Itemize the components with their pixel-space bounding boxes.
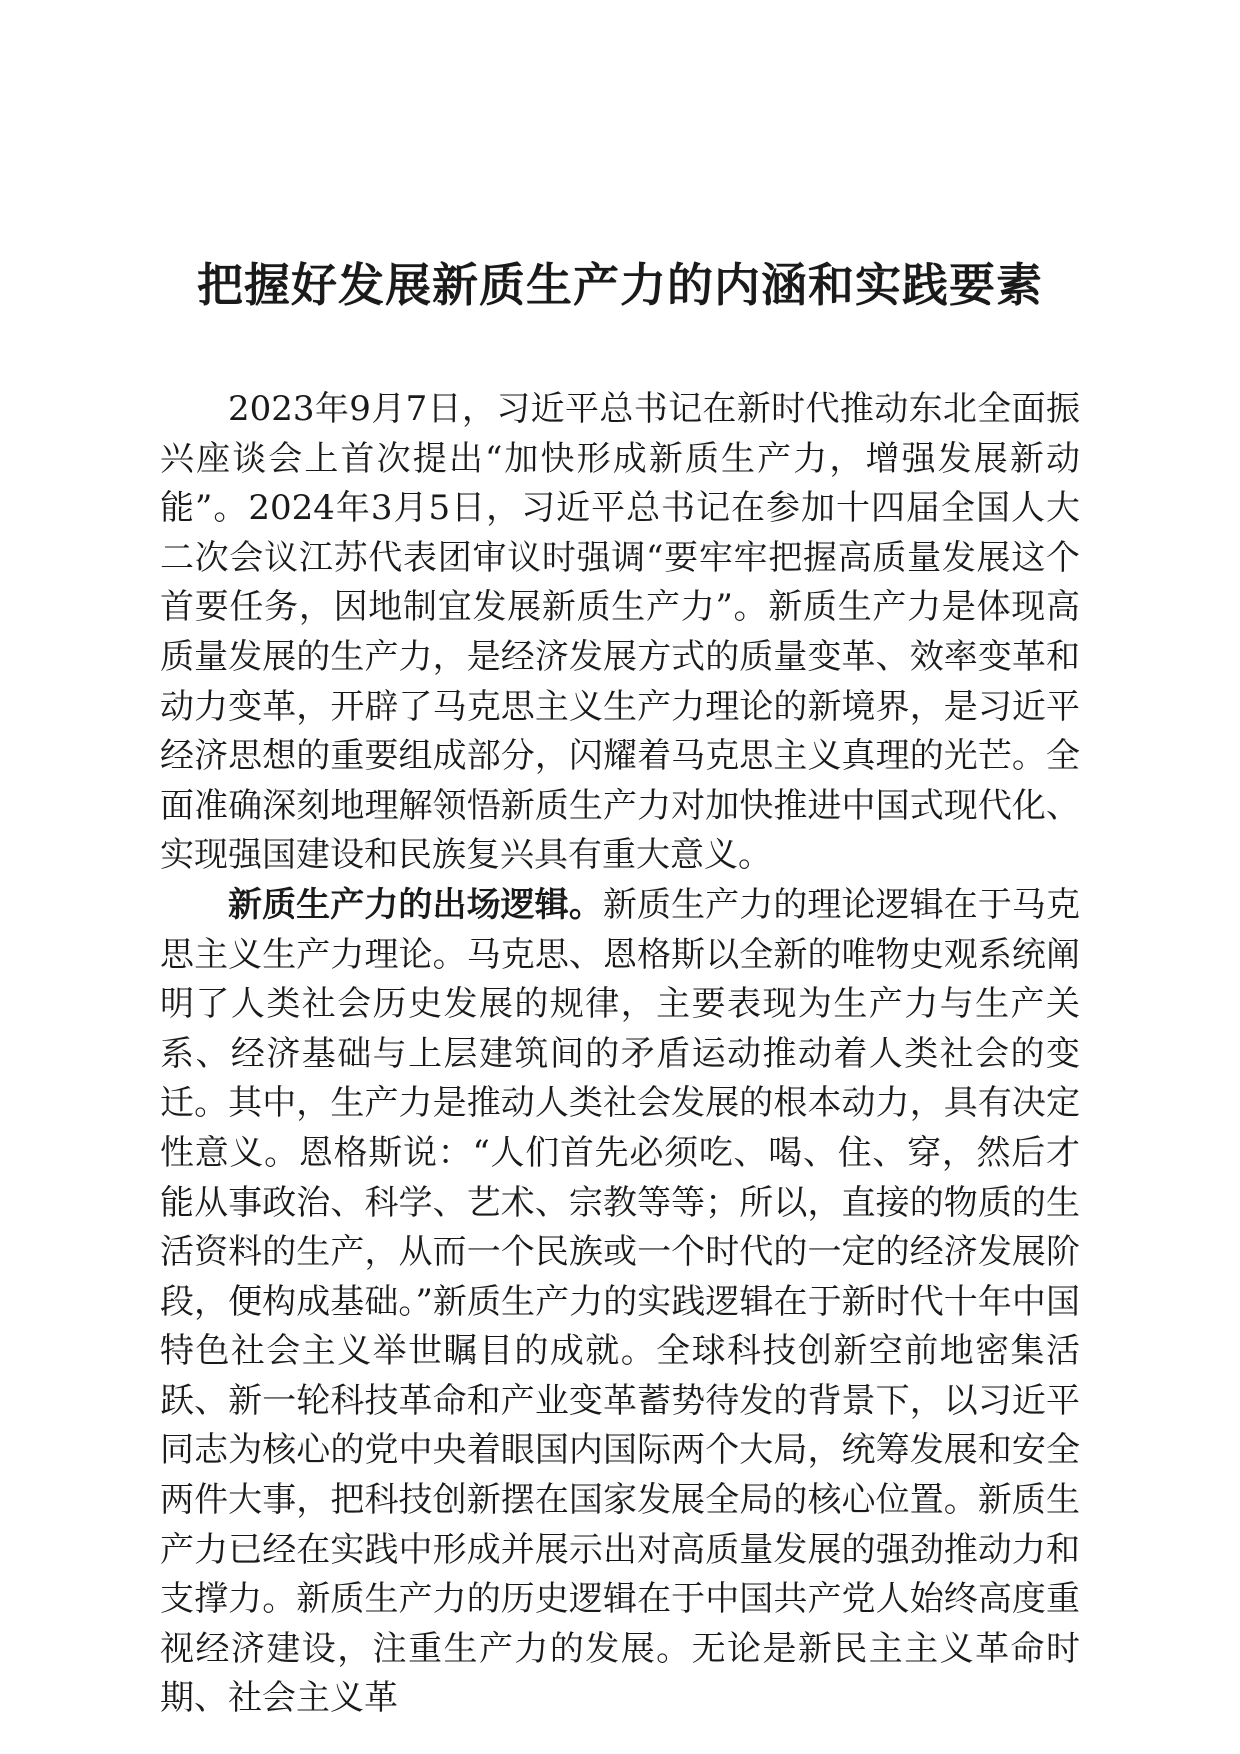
paragraph-lead-heading: 新质生产力的出场逻辑。 [228, 884, 603, 925]
document-title: 把握好发展新质生产力的内涵和实践要素 [197, 258, 1043, 312]
paragraph-intro [160, 385, 1080, 881]
paragraph-emergence-logic [160, 881, 1080, 1724]
paragraph-emergence-logic-text: 新质生产力的理论逻辑在于马克思主义生产力理论。马克思、恩格斯以全新的唯物史观系统阐明了人类社会历史发展的规律，主要表现为生产力与生产关系、经济基础与上层建筑间的矛盾运动推动着人类社会的变迁。其中，生产力是推动人类社会发展的根本动力，具有决定性意义。恩格斯说：“人们首先必须吃、喝、住、穿，然后才能从事政治、科学、艺术、宗教等等；所以，直接的物质的生活资料的生产，从而一个民族或一个时代的一定的经济发展阶段，便构成基础。”新质生产力的实践逻辑在于新时代十年中国特色社会主义举世瞩目的成就。全球科技创新空前地密集活跃、新一轮科技革命和产业变革蓄势待发的背景下，以习近平同志为核心的党中央着眼国内国际两个大局，统筹发展和安全两件大事，把科技创新摆在国家发展全局的核心位置。新质生产力已经在实践中形成并展示出对高质量发展的强劲推动力和支撑力。新质生产力的历史逻辑在于中国共产党人始终高度重视经济建设，注重生产力的发展。无论是新民主主义革命时期、社会主义革 [160, 884, 1081, 1719]
paragraph-intro-text: 2023年9月7日，习近平总书记在新时代推动东北全面振兴座谈会上首次提出“加快形成新质生产力，增强发展新动能”。2024年3月5日，习近平总书记在参加十四届全国人大二次会议江苏代表团审议时强调“要牢牢把握高质量发展这个首要任务，因地制宜发展新质生产力”。新质生产力是体现高质量发展的生产力，是经济发展方式的质量变革、效率变革和动力变革，开辟了马克思主义生产力理论的新境界，是习近平经济思想的重要组成部分，闪耀着马克思主义真理的光芒。全面准确深刻地理解领悟新质生产力对加快推进中国式现代化、实现强国建设和民族复兴具有重大意义。 [160, 389, 1080, 876]
document-body [160, 385, 1080, 1724]
